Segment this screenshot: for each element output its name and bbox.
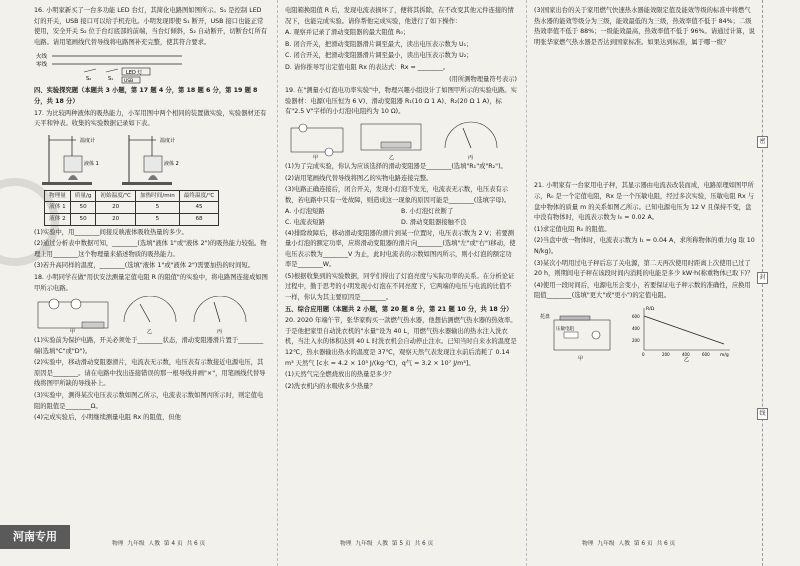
circuit-figure-q16: [34, 50, 268, 84]
neutral-wire-label: 零线: [36, 62, 48, 69]
option-d: D. 滑动变阻器接触不良: [401, 218, 467, 226]
figure-label-bing: 丙: [468, 154, 474, 160]
s2-label: S₂: [86, 76, 92, 83]
question-21: 21. 小明家有一台家用电子秤，其显示器由电流表改装而成，电路原理如图甲所示，R₀ 是一个定值电阻，Rx 是一个压敏电阻，经过多次实验，压敏电阻 Rx 与盘中物体的质量 m 的关系如图乙所示。已知电源电压为 12 V 且保持不变，盘中没有物体时，电流表示数为 I₀ = 0.02 A。: [534, 182, 755, 222]
liquid1-label: 液体 1: [84, 160, 99, 167]
option-c: C. 电流表短路: [285, 218, 325, 226]
table-header: 质量/g: [70, 190, 96, 202]
x-tick: 600: [702, 351, 710, 357]
usb-label: USB: [124, 79, 134, 85]
thermometer-label-2: 温度计: [160, 137, 176, 144]
seal-mark: 密: [757, 136, 768, 148]
figure-label-yi: 乙: [684, 356, 690, 362]
question-21-2: (2)当盘中放一物体时，电流表示数为 I₁ = 0.04 A，求所称物体的重力(g 取 10 N/kg)。: [534, 237, 755, 255]
question-18: 18. 小明同学在做"用伏安法测量定值电阻 R 的阻值"的实验中，将电路图连接成如图甲所示电路。: [34, 273, 268, 292]
question-18-1: (1)实验前为保护电路，开关必须处于________状态，滑动变阻器滑片置于________端(选填"C"或"D")。: [34, 337, 264, 355]
option-b: B. 小灯泡灯丝断了: [401, 208, 454, 216]
column-left: [34, 6, 268, 425]
question-19-5: (5)根据收集到的实验数据，同学们得出了灯泡亮度与实际功率的关系。在分析论证过程中，勤于思考的小明发现小灯泡在不同亮度下，它两端的电压与电流的比值不一样，你认为其主要原因是________。: [285, 272, 515, 302]
section-4-heading: 四、实验探究题（本题共 3 小题，第 17 题 4 分，第 18 题 6 分，第 19 题 8 分，共 18 分）: [34, 87, 258, 105]
seal-mark: 封: [757, 272, 768, 284]
question-20-2: (2)洗衣机内的水吸收多少热量？: [285, 382, 376, 390]
figure-label-yi: 乙: [147, 329, 153, 335]
step-d: D. 请你推导写出定值电阻 Rx 的表达式：Rx = ________。: [285, 63, 450, 71]
led-label: LED 灯: [126, 70, 143, 77]
table-row: 液体 1 50 20 5 45: [45, 202, 219, 214]
question-19-4: (4)排除故障后，移动滑动变阻器的滑片到某一位置时，电压表示数为 2 V；若要测量小灯泡的额定功率，应将滑动变阻器的滑片向________(选填"左"或"右")移动，使电压表示数为________V 为止，此时电流表的示数如图丙所示，则小灯泡的额定功率是________W。: [285, 229, 516, 269]
live-wire-label: 火线: [36, 54, 48, 61]
figure-label-bing: 丙: [217, 329, 223, 335]
y-tick: 600: [632, 313, 640, 319]
y-axis-label: R/Ω: [646, 306, 655, 312]
option-a: A. 小灯泡短路: [285, 208, 325, 216]
table-header: 最终温度/℃: [179, 190, 219, 202]
pressure-resistor-label: 压敏电阻: [556, 326, 574, 332]
table-header: 初始温度/℃: [96, 190, 136, 202]
question-21-1: (1)求定值电阻 R₀ 的阻值。: [534, 225, 611, 233]
scale-figure-q21: [534, 304, 756, 362]
question-19-1: (1)为了完成实验，你认为应该选择的滑动变阻器是________(选填"R₁"或"R₂")。: [285, 162, 507, 170]
footer-page-4: 物理 九年级 人教 第 4 页 共 6 页: [112, 541, 206, 547]
section-5-heading: 五、综合应用题（本题共 2 小题，第 20 题 8 分，第 21 题 10 分，共 18 分）: [285, 305, 513, 313]
step-a: A. 观察并记录了滑动变阻器的最大阻值 R₀；: [285, 29, 410, 37]
thermometer-label-1: 温度计: [80, 137, 96, 144]
figure-label-jia: 甲: [578, 355, 584, 362]
question-17-2: (2)通过分析表中数据可知，________(选填"液体 1"或"液体 2")的吸热能力较强。物理上用________这个物理量来描述物质的吸热能力。: [34, 240, 267, 258]
table-header: 加热时间/min: [135, 190, 179, 202]
s1-label: S₁: [108, 76, 114, 83]
tray-label: 托盘: [540, 313, 551, 320]
figure-label-yi: 乙: [389, 154, 395, 160]
circuit-figure-q18: [34, 296, 268, 334]
question-16: 16. 小明家新买了一台多功能 LED 台灯，其简化电路图如图所示。S₁ 是控制 LED 灯的开关，USB 接口可以给手机充电。小明发现即使 S₁ 断开，USB 接口也能正常使用，安全开关 S₂ 位于台灯底部的前端，当台灯倾斜，S₂ 自动断开，切断台灯所有电路。请用笔画线代替导线将电路图补充完整，使其符合要求。: [34, 7, 268, 46]
footer-page-5: 物理 九年级 人教 第 5 页 共 6 页: [340, 541, 434, 547]
step-b: B. 闭合开关，把滑动变阻器滑片调至最大，读出电压表示数为 U₁；: [285, 40, 473, 48]
table-header: 物理量: [45, 190, 71, 202]
fold-line: [277, 0, 278, 566]
question-19-2: (2)请用笔画线代替导线将图乙的实物电路连接完整。: [285, 174, 433, 182]
seal-mark: 线: [757, 408, 768, 420]
question-18-cont: 电阻箱换阻值 R 后，发现电流表损坏了，便将其拆除，在不改变其他元件连接的情况下，也能完成实验。请你帮他完成实验，他进行了如下操作：: [285, 7, 514, 25]
question-18-3: (3)实验中，测得某次电压表示数如图乙所示，电流表示数如图丙所示时，则定值电阻的阻值是________Ω。: [34, 392, 264, 410]
region-badge: 河南专用: [0, 525, 70, 549]
question-18-4: (4)完成实验后，小明继续测量电阻 Rx 的阻值，但他: [34, 414, 181, 422]
x-tick: 200: [662, 351, 670, 357]
fold-line: [526, 0, 527, 566]
heating-apparatus-figure: [34, 132, 268, 188]
question-17: 17. 为比较两种液体的吸热能力，小军用图中两个相同的装置做实验，实验器材还有天平和钟表。收集的实验数据记录如下表。: [34, 109, 267, 128]
question-20-3: (3)国家出台的关于家用燃气快速热水器能效限定值及能效等级的标准中将燃气热水器的能效等级分为三级，能效最低的为三级，热效率值不低于 84%；二级热效率值不低于 88%；一级能效最高，热效率值不低于 96%。请通过计算，说明张华家燃气热水器是否达到国家标准。如果达到标准，属于哪一级？: [534, 7, 755, 46]
question-20: 20. 2020 年端午节，张华家购买一款燃气热水器，他想估测燃气热水器的热效率。于是他把家里自动洗衣机的"水量"设为 40 L，用燃气热水器输出的热水注入洗衣机，当注入水的体积达到 40 L 时洗衣机会自动停止注水。已知当时自来水的温度是 12℃，热水器输出热水的温度是 37℃，观察天然气表发现注水前后消耗了 0.14 m³ 天然气 [c水 = 4.2 × 10³ J/(kg·℃)，q气 = 3.2 × 10⁷ J/m³]。: [285, 317, 517, 367]
column-right: [534, 6, 756, 364]
y-tick: 200: [632, 337, 640, 343]
x-tick: 0: [642, 351, 645, 357]
footer-page-6: 物理 九年级 人教 第 6 页 共 6 页: [582, 541, 676, 547]
x-tick: 400: [682, 351, 690, 357]
question-17-3: (3)若升高同样的温度，________(选填"液体 1"或"液体 2")需要加热的时间短。: [34, 262, 255, 270]
table-row: 液体 2 50 20 5 68: [45, 213, 219, 225]
options-q19: [285, 207, 517, 228]
step-c: C. 闭合开关，把滑动变阻器滑片调至最小，读出电压表示数为 U₂；: [285, 52, 473, 60]
column-middle: [285, 6, 517, 393]
question-17-1: (1)实验中，用________间接反映液体吸收热量的多少。: [34, 228, 188, 236]
question-19-3: (3)电路正确连接后，闭合开关，发现小灯泡不发光，电流表无示数，电压表有示数，若电路中只有一处故障，则造成这一现象的原因可能是________(选填字母)。: [285, 186, 511, 204]
question-21-3: (3)某次小明用过电子秤后忘了关电源，第二天再次使用时距离上次使用已过了 20 h，则期间电子秤在该段时间内消耗的电能是多少 kW·h(称重物体已取下)？: [534, 259, 754, 278]
figure-label-jia: 甲: [313, 154, 319, 160]
question-19: 19. 在"测量小灯泡电功率实验"中，物理兴趣小组设计了如图甲所示的实验电路。实验器材：电源(电压恒为 6 V)、滑动变阻器 R₁(10 Ω 1 A)、R₂(20 Ω 1 A)，标有"2.5 V"字样的小灯泡(电阻约为 10 Ω)。: [285, 87, 517, 116]
question-18-2: (2)实验中，移动滑动变阻器滑片，电流表无示数，电压表有示数接近电源电压，其原因是________。请在电路中找出连接错误的那一根导线并画"×"，用笔画线代替导线将图甲所缺的导线补上。: [34, 359, 266, 388]
symbol-note: (用所测物理量符号表示): [449, 75, 517, 83]
experiment-data-table: [44, 190, 219, 226]
x-axis-label: m/g: [720, 352, 729, 358]
question-21-4: (4)使用一段时间后，电源电压会变小，若要保证电子秤示数的准确性，应换用阻值________(选填"更大"或"更小")的定值电阻。: [534, 281, 751, 300]
figure-label-jia: 甲: [70, 329, 76, 335]
y-tick: 400: [632, 325, 640, 331]
circuit-figure-q19: [285, 120, 517, 160]
question-20-1: (1)天然气完全燃烧放出的热量是多少？: [285, 371, 395, 379]
liquid2-label: 液体 2: [164, 160, 179, 167]
